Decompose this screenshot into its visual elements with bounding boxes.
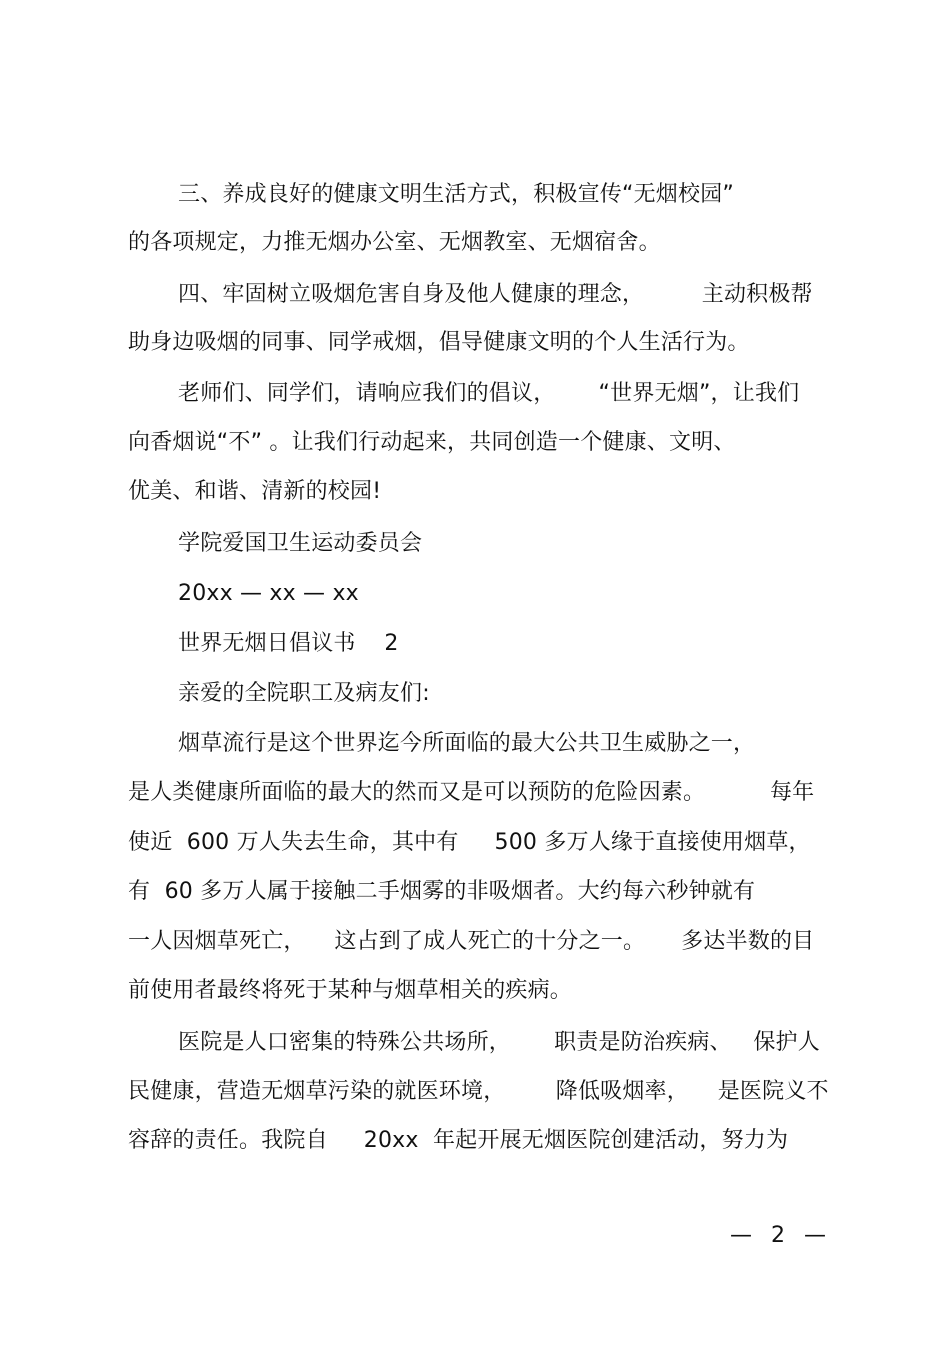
salutation: 亲爱的全院职工及病友们: [178,681,430,706]
text-line: 使近 600 万人失去生命，其中有 500 多万人缘于直接使用烟草， [128,830,811,855]
date-line: 20xx — xx — xx [178,581,359,606]
text-line: 容辞的责任。我院自 20xx 年起开展无烟医院创建活动，努力为 [128,1128,789,1153]
text-line: 是人类健康所面临的最大的然而又是可以预防的危险因素。 每年 [128,780,815,805]
text-line: 一人因烟草死亡， 这占到了成人死亡的十分之一。 多达半数的目 [128,929,815,954]
text-line: 前使用者最终将死于某种与烟草相关的疾病。 [128,978,573,1003]
page-number: — 2 — [730,1223,832,1248]
text-line: 助身边吸烟的同事、同学戒烟，倡导健康文明的个人生活行为。 [128,330,750,355]
text-line: 老师们、同学们，请响应我们的倡议， “世界无烟”，让我们 [178,381,800,406]
text-line: 优美、和谐、清新的校园! [128,479,382,504]
section-title: 世界无烟日倡议书 2 [178,631,399,656]
text-line: 三、养成良好的健康文明生活方式，积极宣传“无烟校园” [178,182,734,207]
signature-line: 学院爱国卫生运动委员会 [178,531,423,556]
text-line: 向香烟说“不” 。让我们行动起来，共同创造一个健康、文明、 [128,430,736,455]
text-line: 有 60 多万人属于接触二手烟雾的非吸烟者。大约每六秒钟就有 [128,879,756,904]
text-line: 民健康，营造无烟草污染的就医环境， 降低吸烟率， 是医院义不 [128,1079,829,1104]
text-line: 四、牢固树立吸烟危害自身及他人健康的理念， 主动积极帮 [178,282,813,307]
text-line: 的各项规定，力推无烟办公室、无烟教室、无烟宿舍。 [128,230,661,255]
text-line: 烟草流行是这个世界迄今所面临的最大公共卫生威胁之一， [178,731,756,756]
text-line: 医院是人口密集的特殊公共场所， 职责是防治疾病、 保护人 [178,1030,820,1055]
